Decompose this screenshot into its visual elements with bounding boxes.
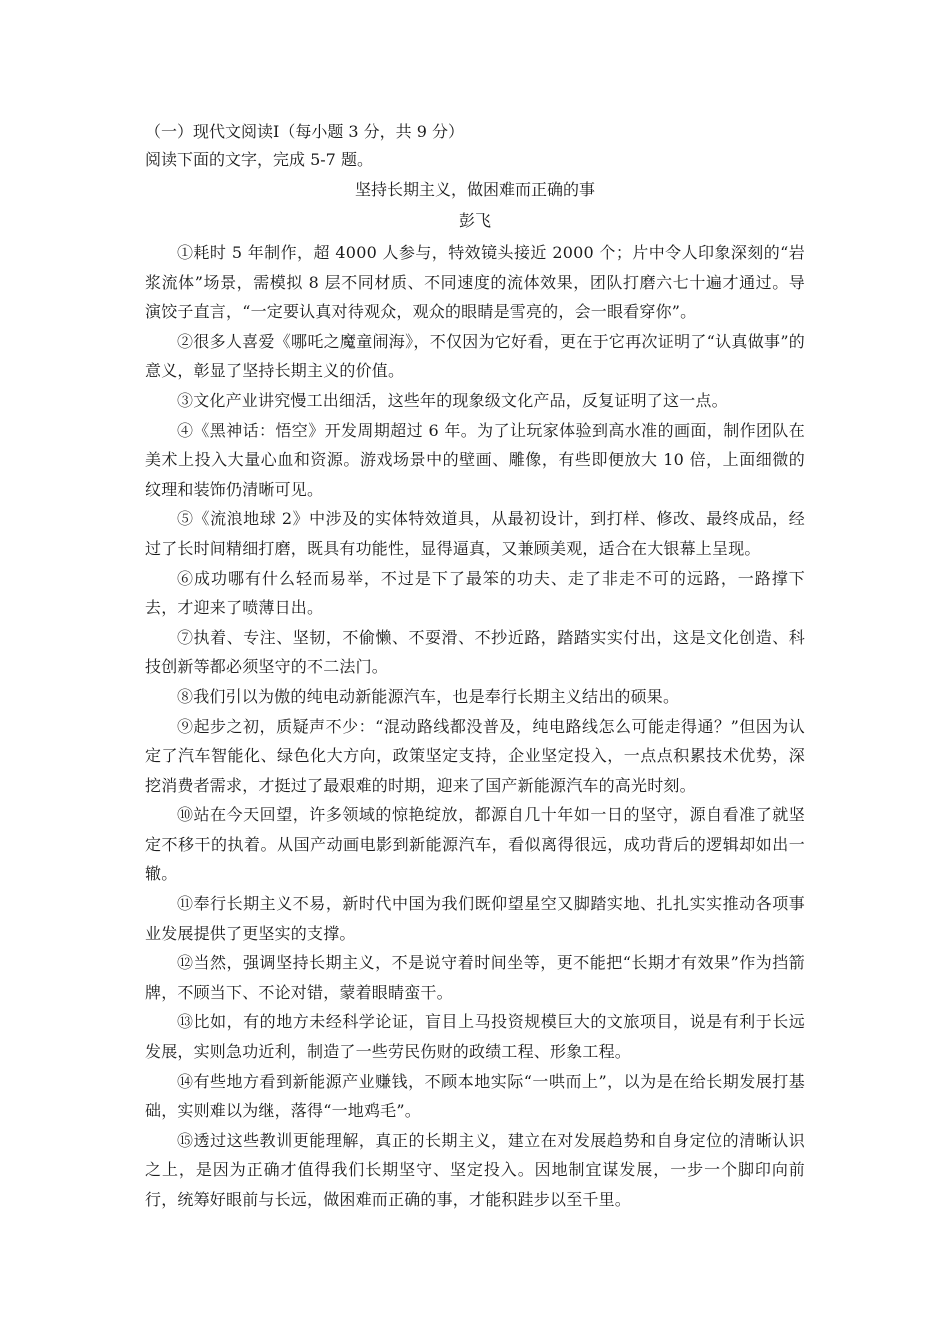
- reading-instruction: 阅读下面的文字，完成 5-7 题。: [145, 150, 373, 169]
- article-title: 坚持长期主义，做困难而正确的事: [354, 180, 595, 199]
- paragraph-2: ②很多人喜爱《哪吒之魔童闹海》，不仅因为它好看，更在于它再次证明了“认真做事”的意义，彰显了坚持长期主义的价值。: [145, 331, 805, 381]
- paragraph-4: ④《黑神话：悟空》开发周期超过 6 年。为了让玩家体验到高水准的画面，制作团队在美术上投入大量心血和资源。游戏场景中的壁画、雕像，有些即便放大 10 倍，上面细微的纹理和装饰仍清晰可见。: [145, 420, 805, 499]
- paragraph-14: ⑭有些地方看到新能源产业赚钱，不顾本地实际“一哄而上”，以为是在给长期发展打基础，实则难以为继，落得“一地鸡毛”。: [145, 1071, 805, 1121]
- paragraph-8: ⑧我们引以为傲的纯电动新能源汽车，也是奉行长期主义结出的硕果。: [177, 686, 680, 706]
- paragraph-9: ⑨起步之初，质疑声不少：“混动路线都没普及，纯电路线怎么可能走得通？”但因为认定了汽车智能化、绿色化大方向，政策坚定支持，企业坚定投入，一点点积累技术优势，深挖消费者需求，才挺过了最艰难的时期，迎来了国产新能源汽车的高光时刻。: [145, 716, 805, 795]
- paragraph-15: ⑮透过这些教训更能理解，真正的长期主义，建立在对发展趋势和自身定位的清晰认识之上，是因为正确才值得我们长期坚守、坚定投入。因地制宜谋发展，一步一个脚印向前行，统筹好眼前与长远，做困难而正确的事，才能积跬步以至千里。: [145, 1130, 805, 1209]
- paragraph-1: ①耗时 5 年制作，超 4000 人参与，特效镜头接近 2000 个；片中令人印象深刻的“岩浆流体”场景，需模拟 8 层不同材质、不同速度的流体效果，团队打磨六七十遍才通过。导演饺子直言，“一定要认真对待观众，观众的眼睛是雪亮的，会一眼看穿你”。: [145, 243, 805, 322]
- paragraph-11: ⑪奉行长期主义不易，新时代中国为我们既仰望星空又脚踏实地、扎扎实实推动各项事业发展提供了更坚实的支撑。: [145, 894, 805, 943]
- section-header: （一）现代文阅读Ⅰ（每小题 3 分，共 9 分）: [145, 122, 465, 141]
- paragraph-13: ⑬比如，有的地方未经科学论证，盲目上马投资规模巨大的文旅项目，说是有利于长远发展，实则急功近利，制造了一些劳民伤财的政绩工程、形象工程。: [145, 1012, 805, 1062]
- paragraph-10: ⑩站在今天回望，许多领域的惊艳绽放，都源自几十年如一日的坚守，源自看准了就坚定不移干的执着。从国产动画电影到新能源汽车，看似离得很远，成功背后的逻辑却如出一辙。: [145, 805, 805, 884]
- paragraph-12: ⑫当然，强调坚持长期主义，不是说守着时间坐等，更不能把“长期才有效果”作为挡箭牌，不顾当下、不论对错，蒙着眼睛蛮干。: [145, 953, 805, 1002]
- document-page: [145, 118, 805, 1215]
- paragraph-3: ③文化产业讲究慢工出细活，这些年的现象级文化产品，反复证明了这一点。: [177, 390, 728, 410]
- article-body: [145, 238, 805, 1215]
- paragraph-5: ⑤《流浪地球 2》中涉及的实体特效道具，从最初设计，到打样、修改、最终成品，经过了长时间精细打磨，既具有功能性，显得逼真，又兼顾美观，适合在大银幕上呈现。: [145, 509, 805, 558]
- article-author: 彭飞: [458, 211, 491, 230]
- paragraph-6: ⑥成功哪有什么轻而易举，不过是下了最笨的功夫、走了非走不可的远路，一路撑下去，才迎来了喷薄日出。: [145, 568, 805, 618]
- paragraph-7: ⑦执着、专注、坚韧，不偷懒、不耍滑、不抄近路，踏踏实实付出，这是文化创造、科技创新等都必须坚守的不二法门。: [145, 627, 805, 677]
